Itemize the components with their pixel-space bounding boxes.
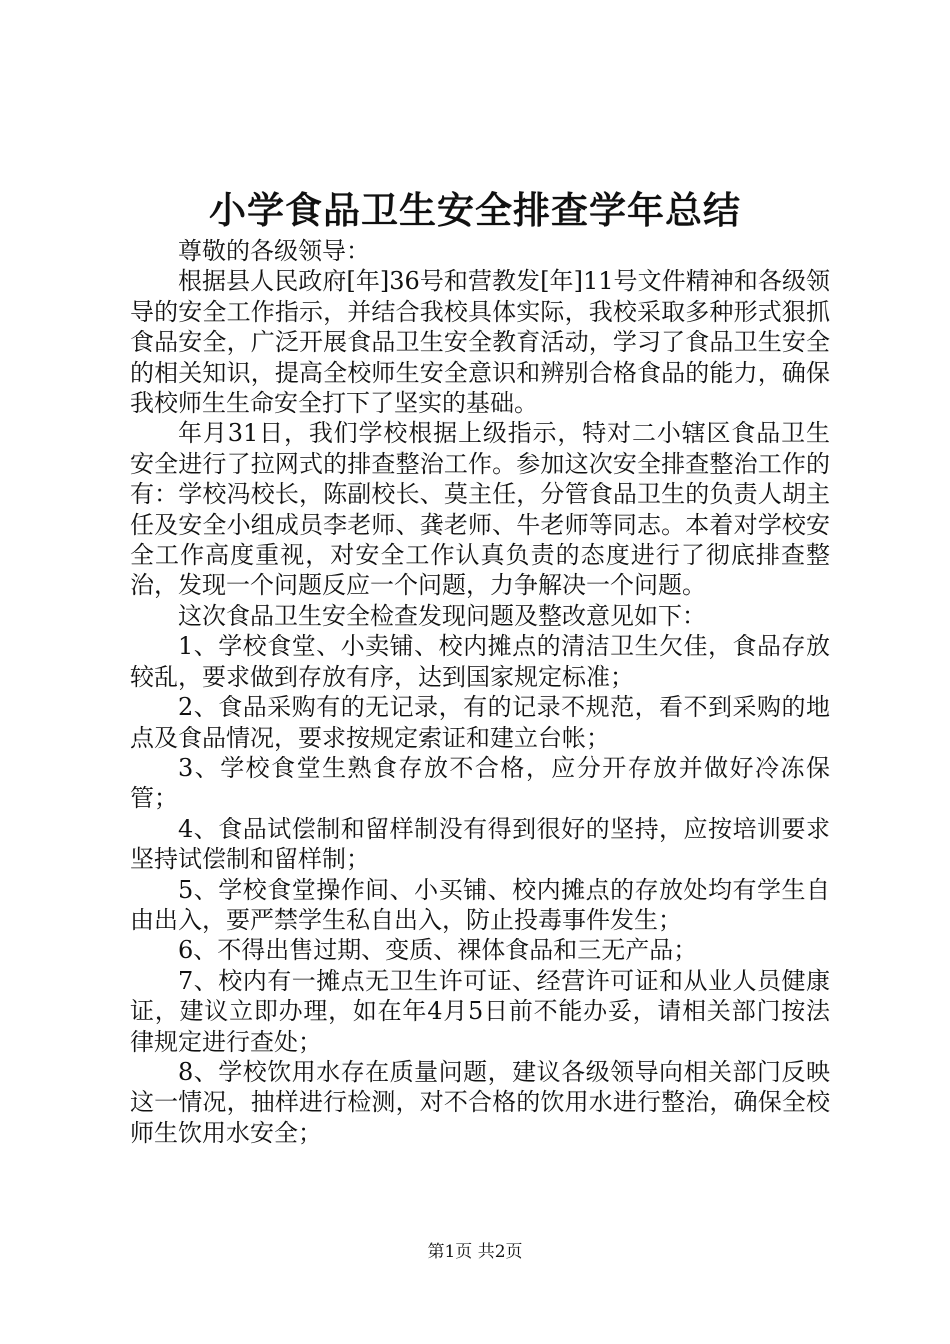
paragraph-inspection: 年月31日，我们学校根据上级指示，特对二小辖区食品卫生安全进行了拉网式的排查整治工作。参加这次安全排查整治工作的有：学校冯校长，陈副校长、莫主任，分管食品卫生的负责人胡主任及安全小组成员李老师、龚老师、牛老师等同志。本着对学校安全工作高度重视，对安全工作认真负责的态度进行了彻底排查整治，发现一个问题反应一个问题，力争解决一个问题。 — [130, 419, 830, 600]
finding-item-1: 1、学校食堂、小卖铺、校内摊点的清洁卫生欠佳，食品存放较乱，要求做到存放有序，达到国家规定标准； — [130, 632, 830, 691]
salutation: 尊敬的各级领导： — [178, 237, 370, 265]
finding-item-3: 3、学校食堂生熟食存放不合格，应分开存放并做好冷冻保管； — [130, 753, 830, 813]
finding-item-8: 8、学校饮用水存在质量问题，建议各级领导向相关部门反映这一情况，抽样进行检测，对不合格的饮用水进行整治，确保全校师生饮用水安全； — [130, 1057, 830, 1147]
finding-item-6: 6、不得出售过期、变质、裸体食品和三无产品； — [178, 936, 698, 965]
document-body — [130, 236, 830, 1148]
finding-item-5: 5、学校食堂操作间、小买铺、校内摊点的存放处均有学生自由出入，要严禁学生私自出入，防止投毒事件发生； — [130, 875, 830, 934]
finding-item-4: 4、食品试偿制和留样制没有得到很好的坚持，应按培训要求坚持试偿制和留样制； — [130, 814, 830, 874]
page-number-footer: 第1页 共2页 — [427, 1242, 523, 1262]
paragraph-intro: 根据县人民政府[年]36号和营教发[年]11号文件精神和各级领导的安全工作指示，并结合我校具体实际，我校采取多种形式狠抓食品安全，广泛开展食品卫生安全教育活动，学习了食品卫生安全的相关知识，提高全校师生安全意识和辨别合格食品的能力，确保我校师生生命安全打下了坚实的基础。 — [130, 267, 830, 418]
document-title: 小学食品卫生安全排查学年总结 — [209, 188, 741, 232]
finding-item-7: 7、校内有一摊点无卫生许可证、经营许可证和从业人员健康证，建议立即办理，如在年4月5日前不能办妥，请相关部门按法律规定进行查处； — [130, 966, 830, 1056]
paragraph-findings-heading: 这次食品卫生安全检查发现问题及整改意见如下： — [178, 601, 706, 630]
finding-item-2: 2、食品采购有的无记录，有的记录不规范，看不到采购的地点及食品情况，要求按规定索证和建立台帐； — [130, 693, 830, 752]
